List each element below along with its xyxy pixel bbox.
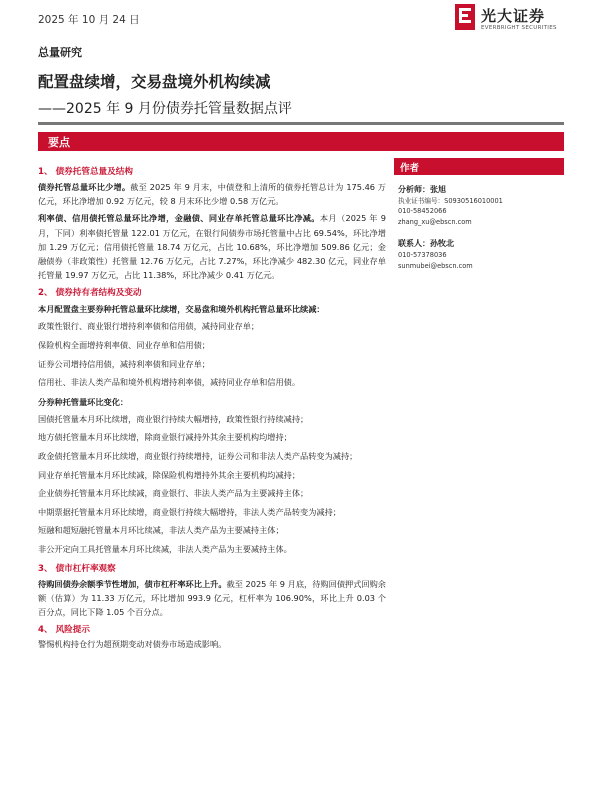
report-subtitle: ——2025 年 9 月份债券托管量数据点评 xyxy=(38,101,292,117)
analyst-phone: 010-58452066 xyxy=(398,207,447,216)
analyst-cert: 执业证书编号：S0930516010001 xyxy=(398,197,503,205)
section-1-paragraph-1 xyxy=(38,180,386,208)
list-item: 非公开定向工具托管量本月环比续减，非法人类产品为主要减持主体。 xyxy=(38,543,292,554)
risk-warning-text: 警惕机构持仓行为超预期变动对债券市场造成影响。 xyxy=(38,639,227,650)
author-banner xyxy=(394,158,564,175)
section-1-p1-text: 截至 2025 年 9 月末，中债登和上清所的债券托管总计为 175.46 万亿元，环比净增加 0.92 万亿元，较 8 月末环比少增 0.58 万亿元。 xyxy=(38,182,386,207)
summary-label: 要点 xyxy=(48,136,70,149)
section-3-paragraph xyxy=(38,577,386,620)
section-3-title: 3、 债市杠杆率观察 xyxy=(38,563,116,574)
summary-banner xyxy=(38,132,564,151)
author-sidebar xyxy=(394,158,564,271)
everbright-logo-icon xyxy=(455,4,475,30)
company-logo xyxy=(455,4,585,36)
list-item: 政策性银行、商业银行增持利率债和信用债，减持同业存单； xyxy=(38,321,260,332)
section-1-p2-text: 本月（2025 年 9 月，下同）利率债托管量 122.01 万亿元，在银行间债券市场托管量中占比 69.54%，环比净增加 1.29 万亿元；信用债托管量 18.74 万亿元，占比 10.68%，环比净增加 509.86 亿元；金融债券（非政策性）托管量 12.76 万亿元，占比 7.27%，环比净减少 482.30 亿元，同业存单托管量 19.97 万亿元，占比 11.38%，环比净减少 0.41 万亿元。 xyxy=(38,213,386,281)
author-label: 作者 xyxy=(400,163,420,174)
section-1-title: 1、 债券托管总量及结构 xyxy=(38,167,133,177)
contact-phone: 010-57378036 xyxy=(398,251,447,260)
list-item: 中期票据托管量本月环比续增，商业银行持续大幅增持，非法人类产品转变为减持； xyxy=(38,506,341,517)
section-3-text: 截至 2025 年 9 月底，待购回债押式回购余额（估算）为 11.33 万亿元，环比增加 993.9 亿元，杠杆率为 106.90%，环比上升 0.03 个百分点，同比下降 1.05 个百分点。 xyxy=(38,578,386,617)
analyst-name: 分析师：张旭 xyxy=(398,185,446,194)
section-2-title: 2、 债券持有者结构及变动 xyxy=(38,288,142,299)
main-content xyxy=(38,161,386,657)
list-item: 政金债托管量本月环比续增，商业银行持续增持，证券公司和非法人类产品转变为减持； xyxy=(38,450,358,461)
analyst-email[interactable]: zhang_xu@ebscn.com xyxy=(398,217,472,226)
list-item: 保险机构全面增持利率债、同业存单和信用债； xyxy=(38,340,210,351)
section-4-title: 4、 风险提示 xyxy=(38,625,90,636)
report-category: 总量研究 xyxy=(38,46,82,59)
section-1-p2-lead: 利率债、信用债托管总量环比净增，金融债、同业存单托管总量环比净减。 xyxy=(38,213,320,224)
section-3-lead: 待购回债券余额季节性增加，债市杠杆率环比上升。 xyxy=(38,578,227,589)
list-item: 企业债券托管量本月环比续减，商业银行、非法人类产品为主要减持主体； xyxy=(38,488,309,499)
list-item: 国债托管量本月环比续增，商业银行持续大幅增持，政策性银行持续减持； xyxy=(38,413,309,424)
title-divider xyxy=(38,122,564,125)
logo-text-cn: 光大证券 xyxy=(481,7,546,25)
contact-name: 联系人：孙牧北 xyxy=(398,239,454,249)
section-2-lead: 本月配置盘主要券种托管总量环比续增，交易盘和境外机构托管总量环比续减： xyxy=(38,304,325,315)
report-date: 2025 年 10 月 24 日 xyxy=(38,14,140,26)
list-item: 地方债托管量本月环比续增，除商业银行减持外其余主要机构均增持； xyxy=(38,432,292,443)
section-2-subhead: 分券种托管量环比变化： xyxy=(38,396,129,407)
contact-email[interactable]: sunmubei@ebscn.com xyxy=(398,261,473,270)
section-1-p1-lead: 债券托管总量环比少增。 xyxy=(38,182,131,192)
list-item: 短融和超短融托管量本月环比续减，非法人类产品为主要减持主体； xyxy=(38,525,284,536)
list-item: 同业存单托管量本月环比续减，除保险机构增持外其余主要机构均减持； xyxy=(38,469,301,480)
report-title: 配置盘续增，交易盘境外机构续减 xyxy=(38,73,271,91)
list-item: 证券公司增持信用债，减持利率债和同业存单； xyxy=(38,358,210,369)
section-1-paragraph-2 xyxy=(38,211,386,282)
list-item: 信用社、非法人类产品和境外机构增持利率债，减持同业存单和信用债。 xyxy=(38,377,301,388)
logo-text-en: EVERBRIGHT SECURITIES xyxy=(481,25,557,31)
